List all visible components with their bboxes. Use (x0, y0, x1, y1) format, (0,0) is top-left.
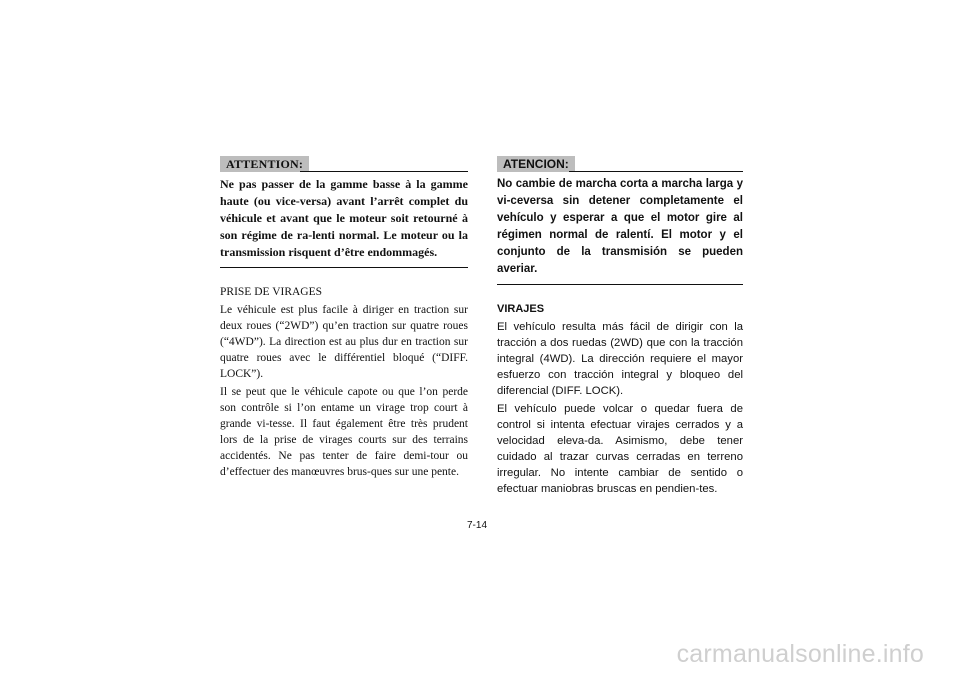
warning-bottom-rule (497, 284, 743, 285)
french-column (220, 150, 468, 482)
page-number: 7-14 (467, 520, 488, 531)
spanish-paragraph-1: El vehículo resulta más fácil de dirigir con la tracción a dos ruedas (2WD) que con la tracción integral (4WD). La dirección requiere el mayor esfuerzo con tracción integral y bloqueo del diferencial (DIFF. LOCK). (497, 321, 743, 397)
french-warning-label: ATTENTION: (220, 156, 309, 172)
spanish-warning-header (497, 150, 743, 176)
spanish-warning-text: No cambie de marcha corta a marcha larga y vi-ceversa sin detener completamente el vehículo y esperar a que el motor gire al régimen normal de ralentí. El motor y el conjunto de la transmisión se pueden averiar. (497, 178, 743, 275)
watermark: carmanualsonline.info (676, 640, 924, 668)
warning-header-rule (300, 171, 468, 172)
french-section-title: PRISE DE VIRAGES (220, 286, 323, 298)
french-paragraph-2: Il se peut que le véhicule capote ou que l’on perde son contrôle si l’on entame un virage trop court à grande vi-tesse. Il faut également être très prudent lors de la prise de virages courts sur des terrains accidentés. Ne pas tenter de faire demi-tour ou d’effectuer des manœuvres brus-ques sur une pente. (220, 386, 468, 478)
spanish-paragraph-2: El vehículo puede volcar o quedar fuera de control si intenta efectuar virajes cerrados y a velocidad eleva-da. Asimismo, debe tener cuidado al trazar curvas cerradas en terreno irregular. No intente cambiar de sentido o efectuar maniobras bruscas en pendien-tes. (497, 403, 743, 495)
spanish-warning-label: ATENCION: (497, 156, 575, 172)
spanish-section-title: VIRAJES (497, 303, 545, 315)
french-warning-text: Ne pas passer de la gamme basse à la gamme haute (ou vice-versa) avant l’arrêt complet du véhicule et avant que le moteur soit retourné à son régime de ra-lenti normal. Le moteur ou la transmission risquent d’être endommagés. (220, 177, 468, 259)
warning-header-rule (569, 171, 743, 172)
french-paragraph-1: Le véhicule est plus facile à diriger en traction sur deux roues (“2WD”) qu’en traction sur quatre roues (“4WD”). La direction est au plus dur en traction sur quatre roues avec le différentiel bloqué (“DIFF. LOCK”). (220, 304, 468, 380)
spanish-column (497, 150, 743, 499)
warning-bottom-rule (220, 267, 468, 268)
french-warning-header (220, 150, 468, 176)
